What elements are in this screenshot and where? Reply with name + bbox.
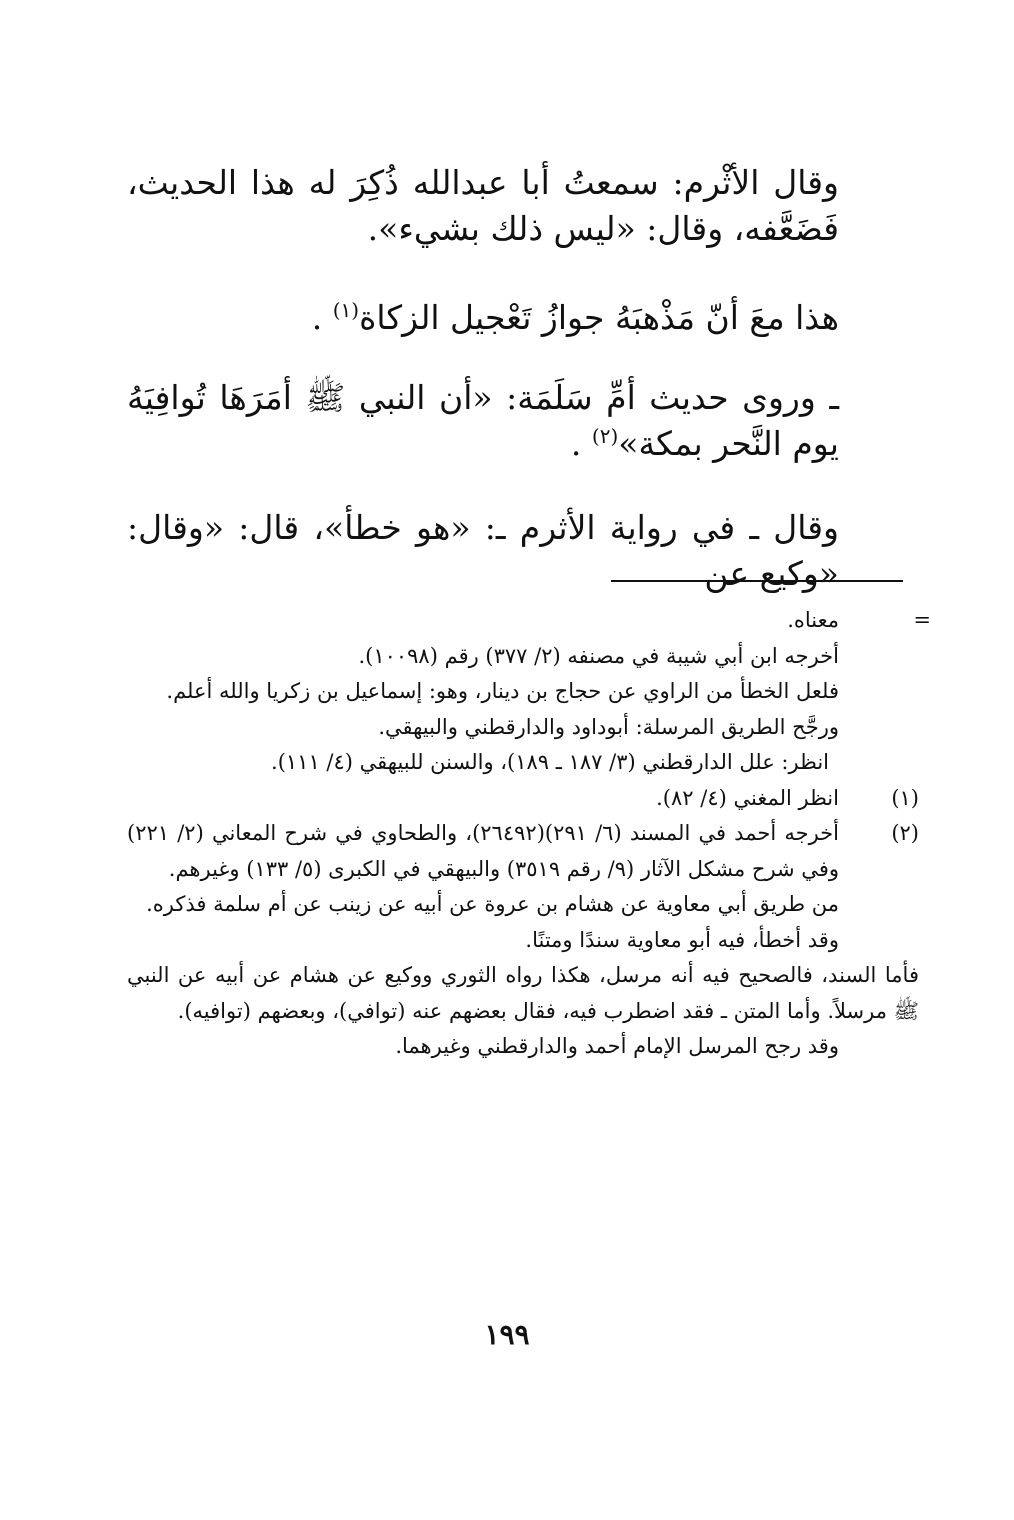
paragraph-umm-salama: [127, 375, 839, 467]
footnote-continuation-line: انظر: علل الدارقطني (٣/ ١٨٧ ـ ١٨٩)، والسنن للبيهقي (٤/ ١١١).: [271, 750, 829, 774]
footnote-continuation-line: [127, 603, 931, 639]
footnote-1: [127, 781, 919, 817]
paragraph-zakat-text: هذا معَ أنّ مَذْهبَهُ جوازُ تَعْجيل الزكاة: [359, 298, 839, 337]
paragraph-athram-quote: وقال الأثْرم: سمعتُ أبا عبدالله ذُكِرَ له هذا الحديث، فَضَعَّفه، وقال: «ليس ذلك بشيء».: [127, 163, 839, 248]
footnote-cont-text: معناه.: [787, 608, 839, 632]
footnote-continuation-line: فلعل الخطأ من الراوي عن حجاج بن دينار، وهو: إسماعيل بن زكريا والله أعلم.: [166, 679, 839, 703]
footnote-2-line: وقد رجح المرسل الإمام أحمد والدارقطني وغيرهما.: [395, 1034, 839, 1058]
paragraph-zakat-end: .: [311, 298, 323, 337]
footnote-2-number: (٢): [891, 821, 919, 845]
footnote-continuation-line: أخرجه ابن أبي شيبة في مصنفه (٢/ ٣٧٧) رقم (١٠٠٩٨).: [358, 643, 839, 668]
paragraph-umm-salama-end: .: [570, 424, 582, 463]
footnote-1-number: (١): [891, 785, 919, 810]
footnote-2-text: أخرجه أحمد في المسند (٦/ ٢٩١)(٢٦٤٩٢)، والطحاوي في شرح المعاني (٢/ ٢٢١) وفي شرح مشكل الآثار (٩/ رقم ٣٥١٩) والبيهقي في الكبرى (٥/ ١٣٣) وغيرهم.: [127, 821, 839, 881]
continuation-mark: =: [913, 608, 931, 632]
paragraph-zakat: [127, 295, 839, 341]
footnote-2-line: فأما السند، فالصحيح فيه أنه مرسل، هكذا رواه الثوري ووكيع عن هشام عن أبيه عن النبي ﷺ مرسلاً. وأما المتن ـ فقد اضطرب فيه، فقال بعضهم عنه (توافي)، وبعضهم (توافيه).: [127, 963, 919, 1023]
page-number: ١٩٩: [484, 1318, 530, 1351]
footnote-ref-2: (٢): [591, 424, 619, 448]
footnote-separator: [611, 580, 903, 582]
footnote-2: [127, 816, 919, 887]
footnotes: [127, 603, 931, 1065]
footnote-2-line: وقد أخطأ، فيه أبو معاوية سندًا ومتنًا.: [525, 927, 839, 952]
footnote-1-text: انظر المغني (٤/ ٨٢).: [656, 785, 839, 810]
footnote-ref-1: (١): [332, 298, 360, 322]
paragraph-umm-salama-text: ـ وروى حديث أمِّ سَلَمَة: «أن النبي ﷺ أمَرَهَا تُوافِيَهُ يوم النَّحر بمكة»: [127, 378, 839, 463]
footnote-2-line: من طريق أبي معاوية عن هشام بن عروة عن أبيه عن زينب عن أم سلمة فذكره.: [146, 892, 839, 916]
paragraph-athram-narration: وقال ـ في رواية الأثرم ـ: «هو خطأ»، قال: «وقال: «وكيع عن: [127, 508, 839, 593]
footnote-continuation-line: ورجَّح الطريق المرسلة: أبوداود والدارقطني والبيهقي.: [378, 714, 839, 739]
